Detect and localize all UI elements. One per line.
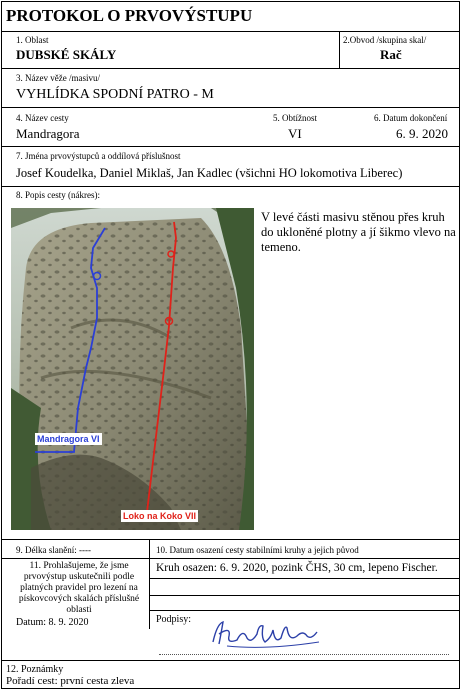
- declaration-label: 11. Prohlašujeme, že jsme prvovýstup uskutečnili podle platných pravidel pro lezení na pískovcových skalách příslušné oblasti: [18, 561, 140, 615]
- route-description-label: 8. Popis cesty (nákres):: [16, 190, 100, 200]
- rappel-label: 9. Délka slanění: ----: [16, 545, 91, 555]
- signatures-label: Podpisy:: [156, 614, 192, 625]
- route-value: Mandragora: [16, 126, 80, 141]
- route-label: 4. Název cesty: [16, 113, 69, 123]
- signature-image: [207, 614, 327, 654]
- route-description-text: V levé části masivu stěnou přes kruh do ukloněné plotny a jí šikmo vlevo na temeno.: [261, 210, 456, 254]
- red-route-label: Loko na Koko VII: [123, 511, 197, 521]
- route-photo-drawing: [11, 208, 254, 530]
- district-value: Rač: [380, 47, 402, 62]
- bolts-value: Kruh osazen: 6. 9. 2020, pozink ČHS, 30 cm, lepeno Fischer.: [156, 562, 438, 574]
- climbers-label: 7. Jména prvovýstupců a oddílová příslušnost: [16, 151, 181, 161]
- tower-value: VYHLÍDKA SPODNÍ PATRO - M: [16, 87, 214, 102]
- grade-label: 5. Obtížnost: [273, 113, 317, 123]
- divider: [2, 31, 459, 32]
- area-value: DUBSKÉ SKÁLY: [16, 47, 117, 62]
- area-label: 1. Oblast: [16, 35, 49, 45]
- bolts-label: 10. Datum osazení cesty stabilními kruhy a jejich původ: [156, 545, 359, 555]
- blue-route-label: Mandragora VI: [37, 434, 100, 444]
- grade-value: VI: [288, 126, 302, 141]
- date-label: Datum: 8. 9. 2020: [16, 617, 89, 628]
- notes-label: 12. Poznámky: [6, 664, 64, 675]
- form-title: PROTOKOL O PRVOVÝSTUPU: [6, 6, 253, 25]
- route-photo: [11, 208, 254, 530]
- date-completed-label: 6. Datum dokončení: [374, 113, 448, 123]
- climbers-value: Josef Koudelka, Daniel Miklaš, Jan Kadlec (všichni HO lokomotiva Liberec): [16, 166, 403, 180]
- district-label: 2.Obvod /skupina skal/: [343, 35, 427, 45]
- date-completed-value: 6. 9. 2020: [396, 126, 448, 141]
- tower-label: 3. Název věže /masivu/: [16, 73, 100, 83]
- notes-value: Pořadí cest: první cesta zleva: [6, 675, 135, 687]
- protocol-form: [1, 1, 460, 689]
